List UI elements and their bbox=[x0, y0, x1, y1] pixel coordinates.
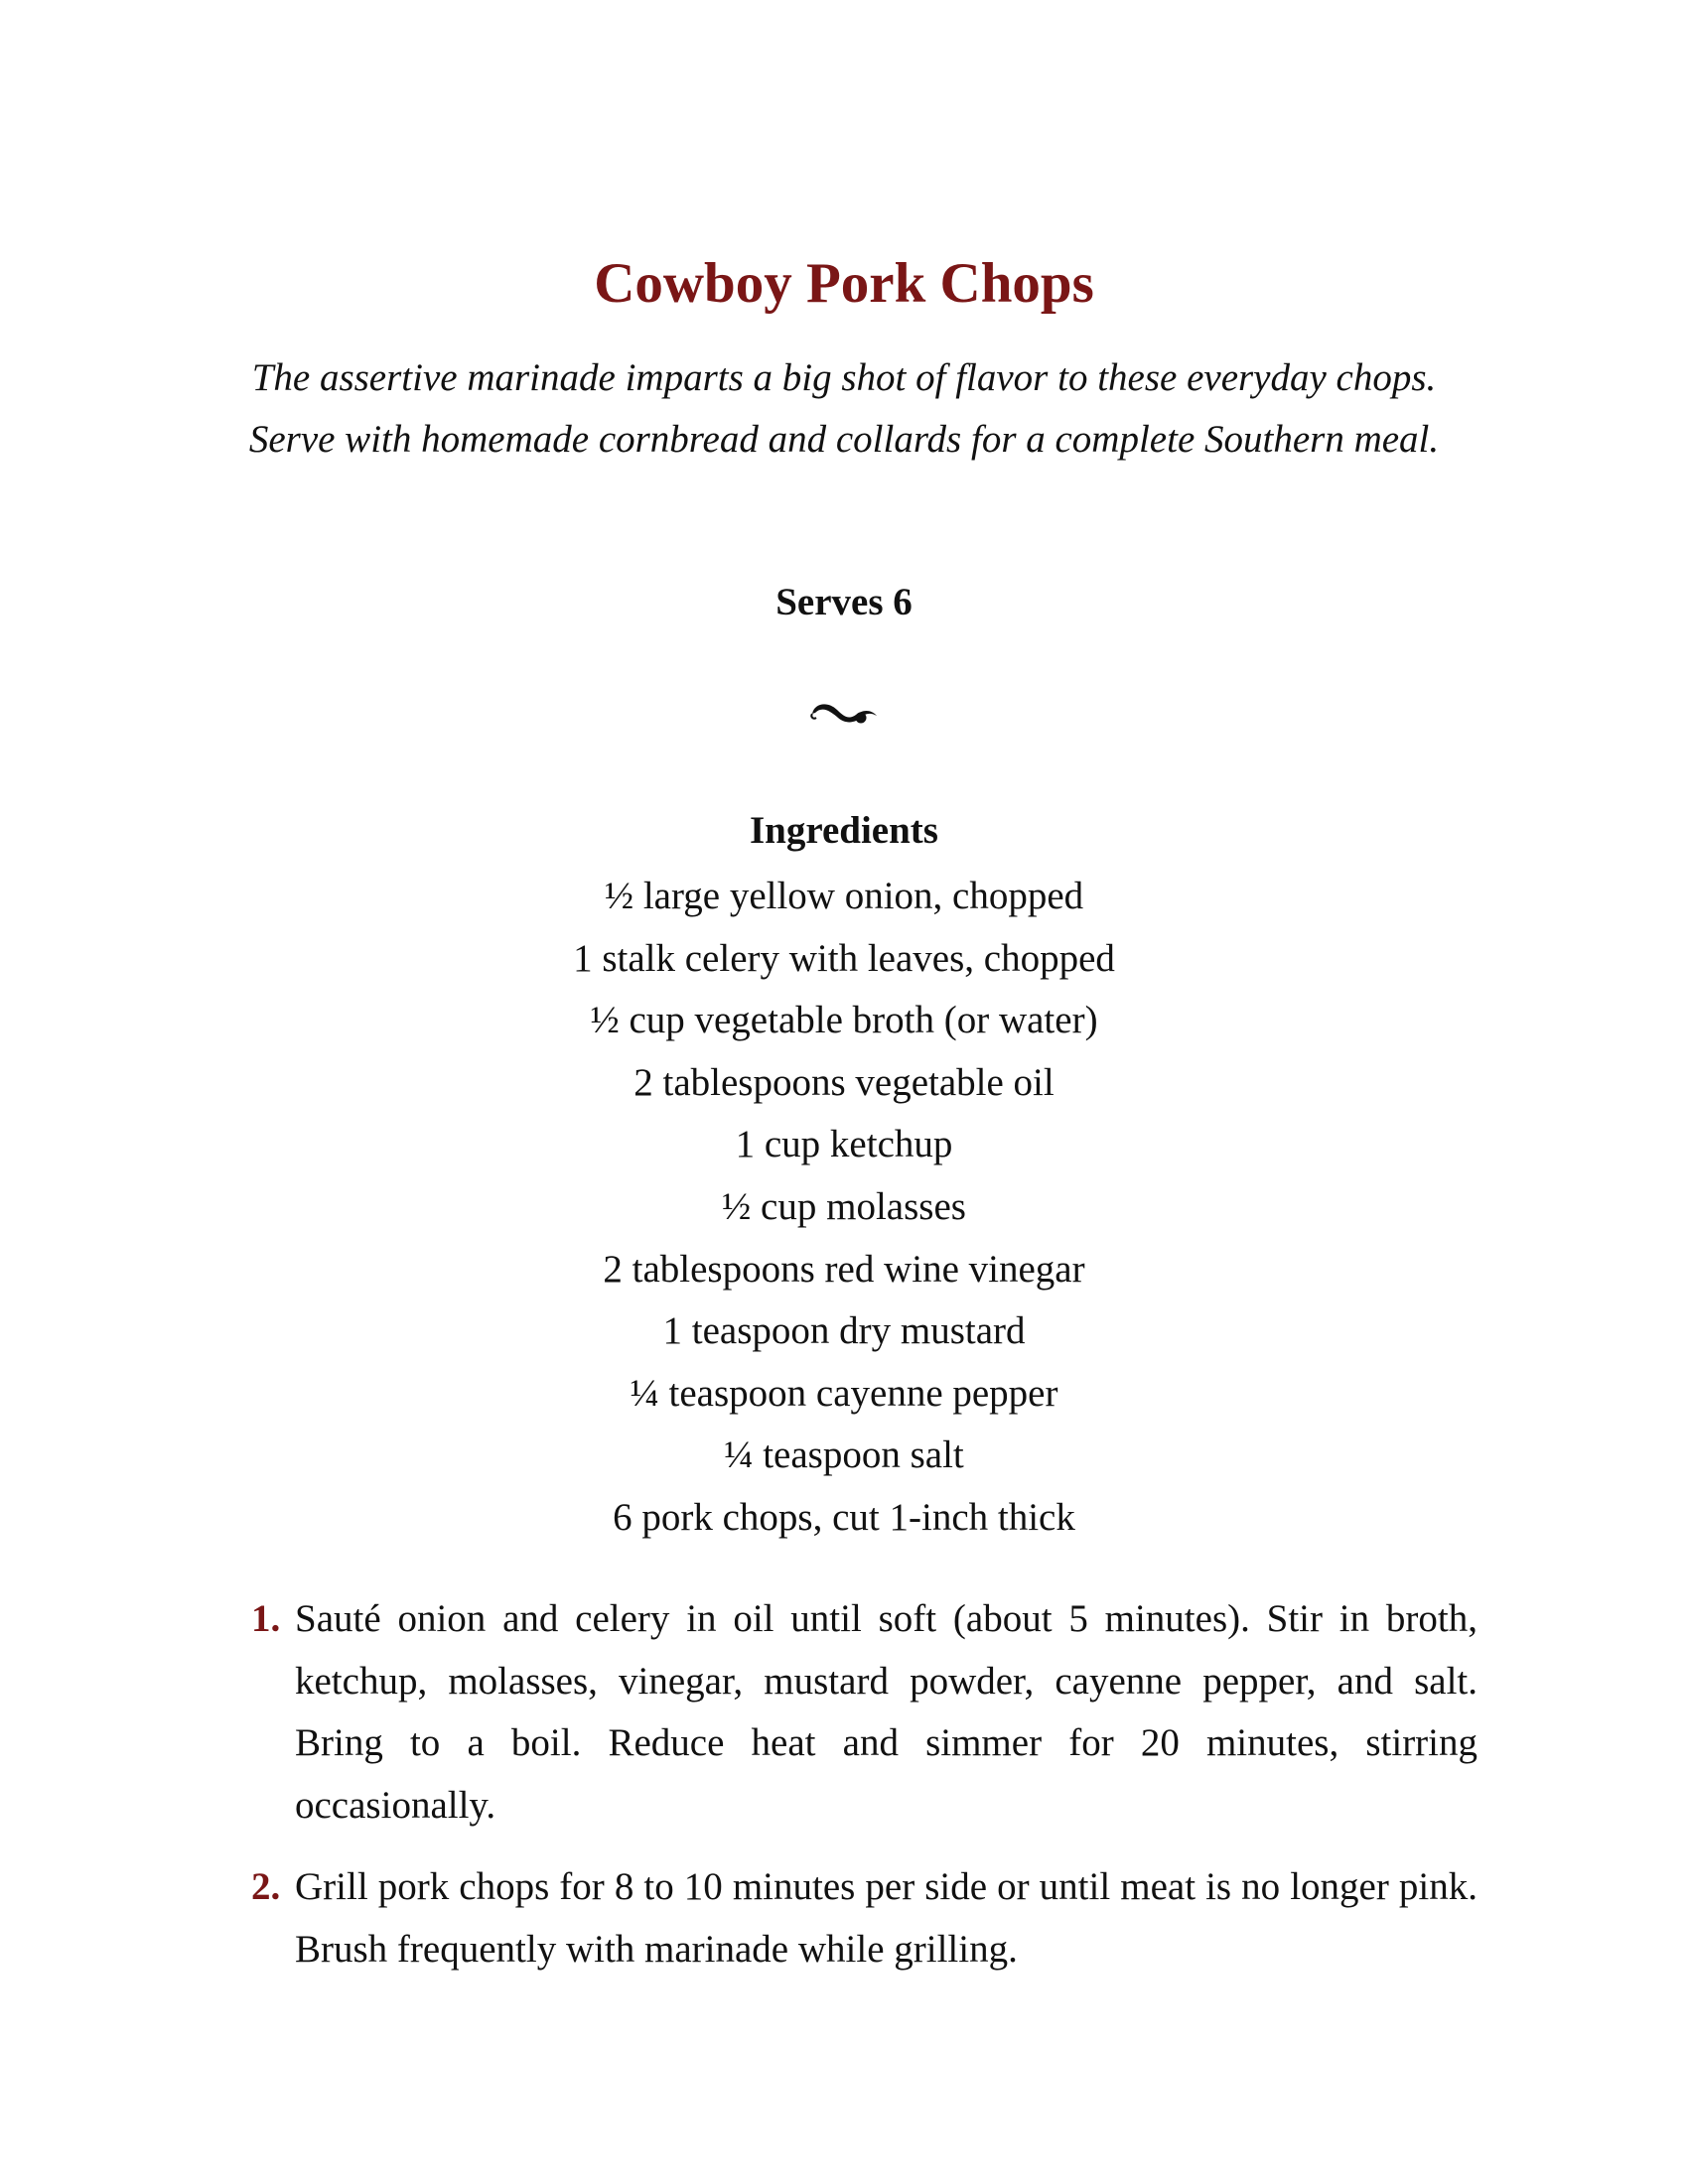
instructions-list bbox=[248, 1588, 1477, 2000]
step-number: 2. bbox=[251, 1865, 281, 1908]
step-text: Sauté onion and celery in oil until soft (about 5 minutes). Stir in broth, ketchup, molasses, vinegar, mustard powder, cayenne pepper, and salt. Bring to a boil. Reduce heat and simmer for 20 minutes, stirring occasionally. bbox=[295, 1597, 1477, 1827]
ingredients-list bbox=[0, 866, 1688, 1550]
serves-count: Serves 6 bbox=[775, 581, 913, 623]
ingredient-item: 6 pork chops, cut 1-inch thick bbox=[613, 1495, 1075, 1539]
ingredient-item: 1 stalk celery with leaves, chopped bbox=[573, 936, 1115, 980]
ingredient-item: ¼ teaspoon salt bbox=[724, 1433, 964, 1477]
instruction-step bbox=[248, 1588, 1477, 1837]
recipe-intro: The assertive marinade imparts a big shot of flavor to these everyday chops. Serve with homemade cornbread and collards for a complete Southern meal. bbox=[248, 356, 1440, 461]
ingredient-item: 1 cup ketchup bbox=[735, 1123, 953, 1166]
recipe-title: Cowboy Pork Chops bbox=[594, 252, 1094, 315]
ingredient-item: ½ cup vegetable broth (or water) bbox=[590, 999, 1098, 1042]
instruction-step bbox=[248, 1856, 1477, 1980]
ingredient-item: 1 teaspoon dry mustard bbox=[662, 1309, 1026, 1353]
ingredients-heading: Ingredients bbox=[750, 809, 938, 852]
ingredient-item: ¼ teaspoon cayenne pepper bbox=[630, 1371, 1058, 1415]
step-number: 1. bbox=[251, 1597, 281, 1640]
ingredient-item: ½ large yellow onion, chopped bbox=[604, 875, 1084, 917]
step-text: Grill pork chops for 8 to 10 minutes per side or until meat is no longer pink. Brush frequently with marinade while grilling. bbox=[295, 1865, 1477, 1971]
ingredient-item: ½ cup molasses bbox=[722, 1184, 966, 1228]
ingredient-item: 2 tablespoons vegetable oil bbox=[633, 1060, 1055, 1104]
ingredient-item: 2 tablespoons red wine vinegar bbox=[603, 1247, 1085, 1291]
fleuron-swash-icon bbox=[806, 695, 882, 729]
